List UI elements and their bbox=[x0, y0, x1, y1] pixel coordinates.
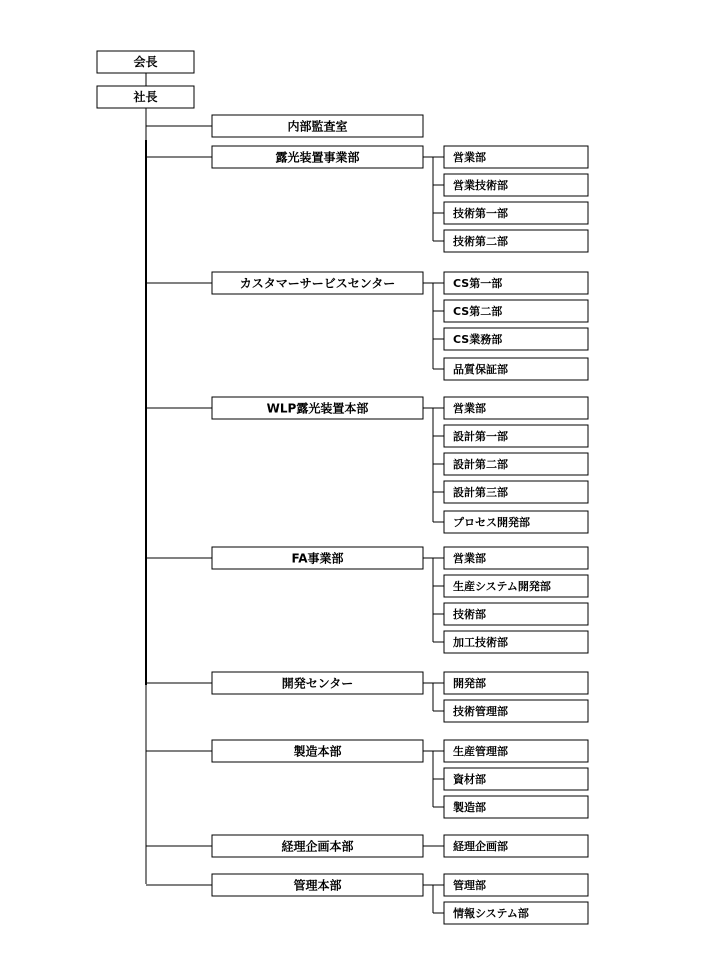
department-group bbox=[423, 835, 588, 857]
department-label: 設計第二部 bbox=[453, 458, 508, 471]
department-group bbox=[423, 547, 588, 653]
division-node bbox=[146, 547, 588, 653]
department-label: 資材部 bbox=[453, 773, 486, 786]
department-label: 生産システム開発部 bbox=[453, 580, 551, 593]
division-node bbox=[146, 146, 588, 252]
department-group bbox=[423, 146, 588, 252]
division-label: WLP露光装置本部 bbox=[266, 401, 369, 416]
division-label: カスタマーサービスセンター bbox=[239, 276, 396, 291]
department-label: 営業部 bbox=[453, 151, 486, 164]
department-label: 製造部 bbox=[453, 801, 486, 814]
department-label: 営業技術部 bbox=[453, 179, 508, 192]
department-label: 管理部 bbox=[453, 879, 486, 892]
president-label: 社長 bbox=[133, 90, 158, 104]
division-node bbox=[146, 740, 588, 818]
department-group bbox=[423, 740, 588, 818]
department-label: 営業部 bbox=[453, 552, 486, 565]
division-label: FA事業部 bbox=[291, 551, 344, 566]
department-label: 加工技術部 bbox=[453, 636, 508, 649]
department-label: 設計第一部 bbox=[453, 430, 508, 443]
division-label: 露光装置事業部 bbox=[275, 150, 360, 165]
department-group bbox=[423, 672, 588, 722]
division-node bbox=[146, 874, 588, 924]
division-label: 開発センター bbox=[281, 676, 354, 691]
divisions bbox=[146, 115, 588, 924]
department-label: CS業務部 bbox=[453, 333, 503, 346]
department-label: 設計第三部 bbox=[453, 486, 508, 499]
department-label: 技術部 bbox=[453, 608, 486, 621]
department-label: CS第二部 bbox=[453, 305, 503, 318]
division-label: 管理本部 bbox=[293, 878, 342, 893]
department-label: 生産管理部 bbox=[453, 745, 508, 758]
department-label: 品質保証部 bbox=[453, 363, 508, 376]
department-label: 技術第二部 bbox=[453, 235, 508, 248]
department-label: 技術管理部 bbox=[453, 705, 508, 718]
department-label: プロセス開発部 bbox=[453, 516, 530, 529]
division-label: 製造本部 bbox=[293, 744, 342, 759]
division-label: 内部監査室 bbox=[287, 119, 348, 134]
chairman-node bbox=[97, 51, 194, 73]
division-node bbox=[146, 397, 588, 533]
department-label: 技術第一部 bbox=[453, 207, 508, 220]
department-label: CS第一部 bbox=[453, 277, 503, 290]
division-node bbox=[146, 672, 588, 722]
department-label: 営業部 bbox=[453, 402, 486, 415]
division-node bbox=[146, 272, 588, 380]
division-node bbox=[146, 115, 423, 137]
president-node bbox=[97, 86, 194, 108]
department-group bbox=[423, 397, 588, 533]
chairman-label: 会長 bbox=[133, 55, 158, 69]
department-group bbox=[423, 272, 588, 380]
department-label: 情報システム部 bbox=[453, 907, 529, 920]
division-node bbox=[146, 835, 588, 857]
department-group bbox=[423, 874, 588, 924]
division-label: 経理企画本部 bbox=[281, 839, 354, 854]
department-label: 経理企画部 bbox=[453, 840, 508, 853]
department-label: 開発部 bbox=[453, 677, 486, 690]
